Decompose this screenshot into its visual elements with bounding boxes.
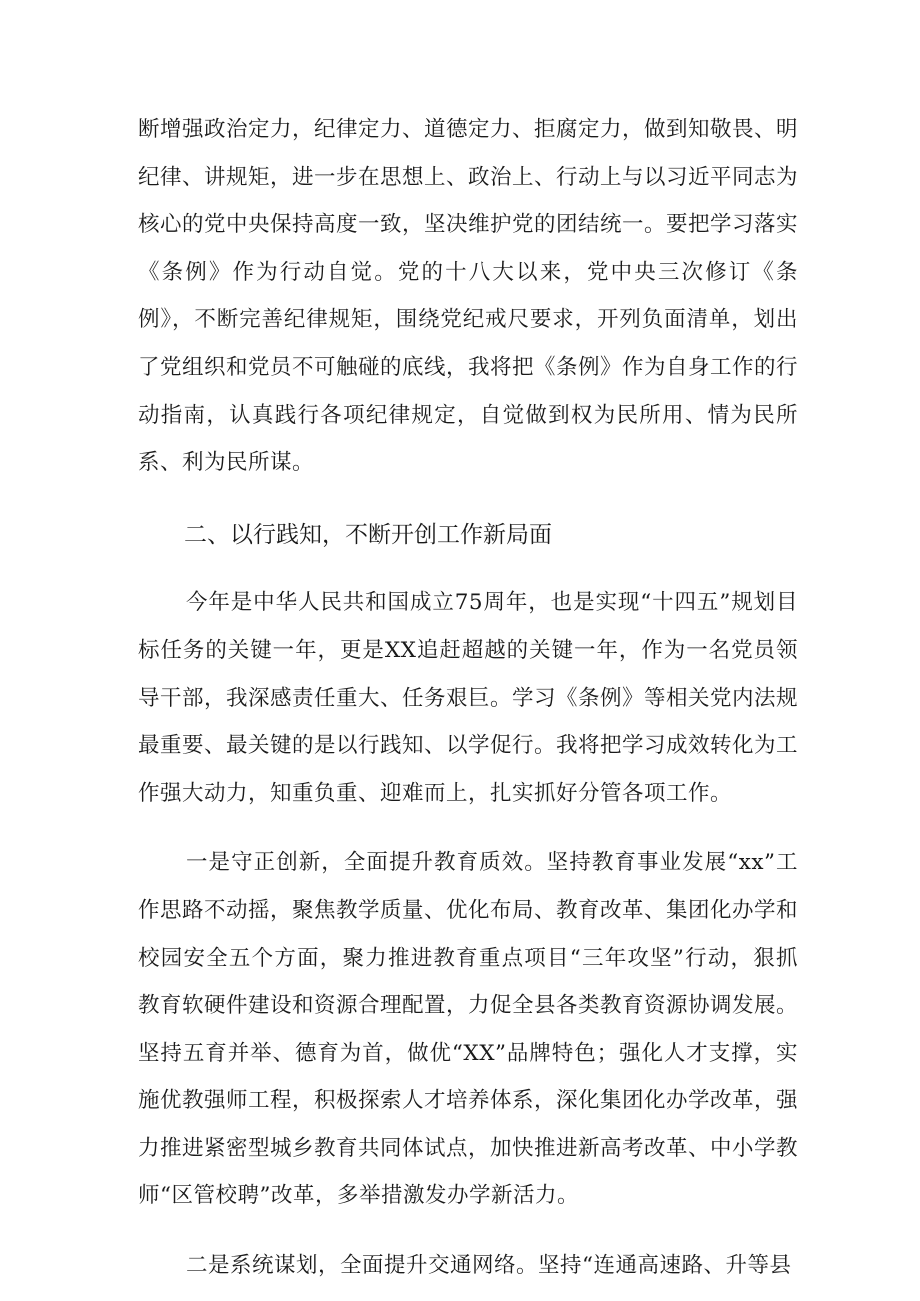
paragraph-intro: 今年是中华人民共和国成立75周年，也是实现“十四五”规划目标任务的关键一年，更是XX追赶超越的关键一年，作为一名党员领导干部，我深感责任重大、任务艰巨。学习《条例》等相关党内法规最重要、最关键的是以行践知、以学促行。我将把学习成效转化为工作强大动力，知重负重、迎难而上，扎实抓好分管各项工作。: [138, 590, 799, 806]
paragraph-discipline-continuation: 断增强政治定力，纪律定力、道德定力、拒腐定力，做到知敬畏、明纪律、讲规矩，进一步在思想上、政治上、行动上与以习近平同志为核心的党中央保持高度一致，坚决维护党的团结统一。要把学习落实《条例》作为行动自觉。党的十八大以来，党中央三次修订《条例》，不断完善纪律规矩，围绕党纪戒尺要求，开列负面清单，划出了党组织和党员不可触碰的底线，我将把《条例》作为自身工作的行动指南，认真践行各项纪律规定，自觉做到权为民所用、情为民所系、利为民所谋。: [138, 117, 799, 476]
section-heading: 二、以行践知，不断开创工作新局面: [184, 521, 552, 548]
spacer: [138, 1220, 798, 1242]
paragraph-education: 一是守正创新，全面提升教育质效。坚持教育事业发展“xx”工作思路不动摇，聚焦教学质量、优化布局、教育改革、集团化办学和校园安全五个方面，聚力推进教育重点项目“三年攻坚”行动，狠抓教育软硬件建设和资源合理配置，力促全县各类教育资源协调发展。坚持五育并举、德育为首，做优“XX”品牌特色；强化人才支撑，实施优教强师工程，积极探索人才培养体系，深化集团化办学改革，强力推进紧密型城乡教育共同体试点，加快推进新高考改革、中小学教师“区管校聘”改革，多举措激发办学新活力。: [138, 850, 799, 1209]
spacer: [138, 487, 798, 512]
spacer: [138, 817, 798, 839]
paragraph-transport: 二是系统谋划，全面提升交通网络。坚持“连通高速路、升等县: [186, 1253, 792, 1279]
spacer: [138, 559, 798, 579]
document-body: [138, 106, 798, 1290]
